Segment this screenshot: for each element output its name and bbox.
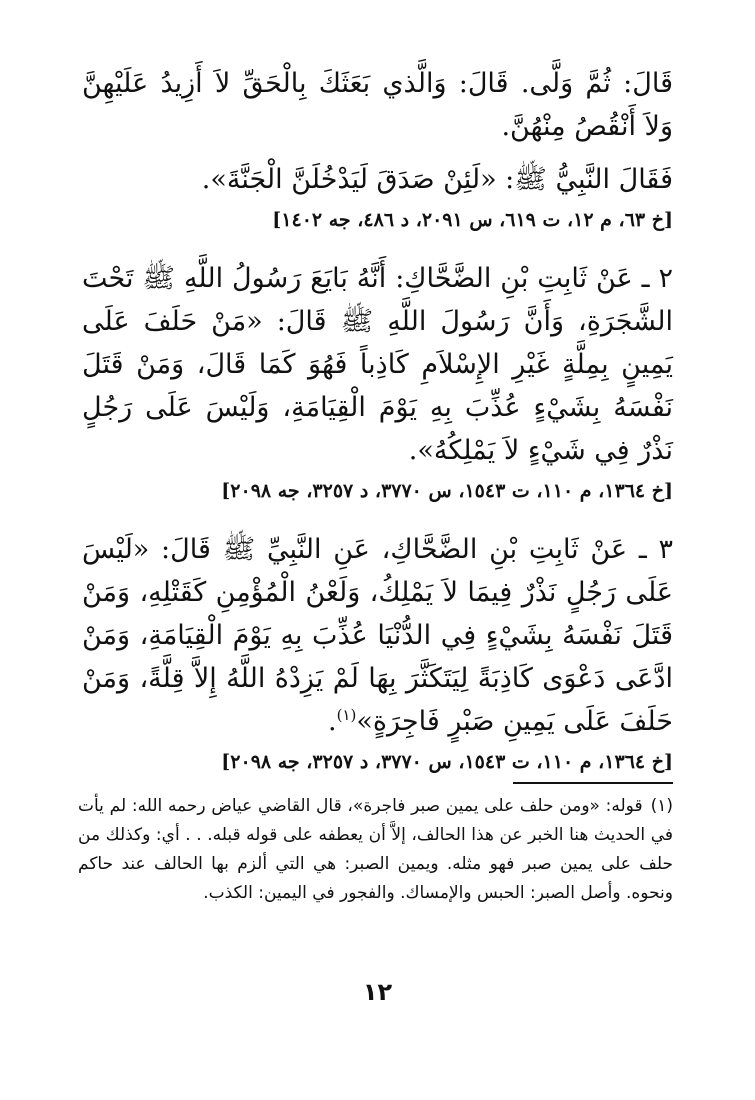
hadith-1-continuation bbox=[82, 62, 673, 235]
page-number: ١٢ bbox=[362, 978, 393, 1006]
footnote-divider bbox=[513, 782, 673, 784]
hadith-3 bbox=[82, 528, 673, 777]
hadith-2-text: ٢ ـ عَنْ ثَابِتِ بْنِ الضَّحَّاكِ: أَنَّهُ بَايَعَ رَسُولُ اللَّهِ ﷺ تَحْتَ الشَّجَرَةِ، وَأَنَّ رَسُولَ اللَّهِ ﷺ قَالَ: «مَنْ حَلَفَ عَلَى يَمِينٍ بِمِلَّةٍ غَيْرِ الإِسْلاَمِ كَاذِباً فَهُوَ كَمَا قَالَ، وَمَنْ قَتَلَ نَفْسَهُ بِشَيْءٍ عُذِّبَ بِهِ يَوْمَ الْقِيَامَةِ، وَلَيْسَ عَلَى رَجُلٍ نَذْرٌ فِي شَيْءٍ لاَ يَمْلِكُهُ». bbox=[82, 263, 673, 466]
footnote-mark: (١) bbox=[650, 796, 673, 816]
hadith-3-tail: . bbox=[327, 706, 337, 737]
footnote bbox=[78, 792, 673, 908]
hadith-3-text: ٣ ـ عَنْ ثَابِتِ بْنِ الضَّحَّاكِ، عَنِ النَّبِيِّ ﷺ قَالَ: «لَيْسَ عَلَى رَجُلٍ نَذْرٌ فِيمَا لاَ يَمْلِكُ، وَلَعْنُ الْمُؤْمِنِ كَقَتْلِهِ، وَمَنْ قَتَلَ نَفْسَهُ بِشَيْءٍ فِي الدُّنْيَا عُذِّبَ بِهِ يَوْمَ الْقِيَامَةِ، وَمَنْ ادَّعَى دَعْوَى كَاذِبَةً لِيَتَكَثَّرَ بِهَا لَمْ يَزِدْهُ اللَّهُ إِلاَّ قِلَّةً، وَمَنْ حَلَفَ عَلَى يَمِينِ صَبْرٍ فَاجِرَةٍ» bbox=[82, 534, 673, 737]
hadith-2 bbox=[82, 257, 673, 506]
hadith-3-paragraph bbox=[82, 528, 673, 743]
hadith-2-reference: [خ ١٣٦٤، م ١١٠، ت ١٥٤٣، س ٣٧٧٠، د ٣٢٥٧، جه ٢٠٩٨] bbox=[221, 480, 673, 502]
hadith-3-reference: [خ ١٣٦٤، م ١١٠، ت ١٥٤٣، س ٣٧٧٠، د ٣٢٥٧، جه ٢٠٩٨] bbox=[221, 751, 673, 773]
main-text bbox=[82, 62, 673, 799]
hadith-1-reference: [خ ٦٣، م ١٢، ت ٦١٩، س ٢٠٩١، د ٤٨٦، جه ١٤٠٢] bbox=[272, 209, 673, 231]
footnote-reference: (١) bbox=[336, 706, 357, 724]
footnote-text: قوله: «ومن حلف على يمين صبر فاجرة»، قال القاضي عياض رحمه الله: لم يأت في الحديث هنا الخبر عن هذا الحالف، إلاَّ أن يعطفه على قوله قبله. . . أي: وكذلك من حلف على يمين صبر فهو مثله. ويمين الصبر: هي التي ألزم بها الحالف عند حاكم ونحوه. وأصل الصبر: الحبس والإمساك. والفجور في اليمين: الكذب. bbox=[78, 796, 673, 903]
hadith-1-conclusion: فَقَالَ النَّبِيُّ ﷺ: «لَئِنْ صَدَقَ لَيَدْخُلَنَّ الْجَنَّةَ». bbox=[201, 164, 673, 195]
hadith-1-text: قَالَ: ثُمَّ وَلَّى. قَالَ: وَالَّذي بَعَثَكَ بِالْحَقِّ لاَ أَزِيدُ عَلَيْهِنَّ وَلاَ أَنْقُصُ مِنْهُنَّ. bbox=[82, 68, 673, 142]
